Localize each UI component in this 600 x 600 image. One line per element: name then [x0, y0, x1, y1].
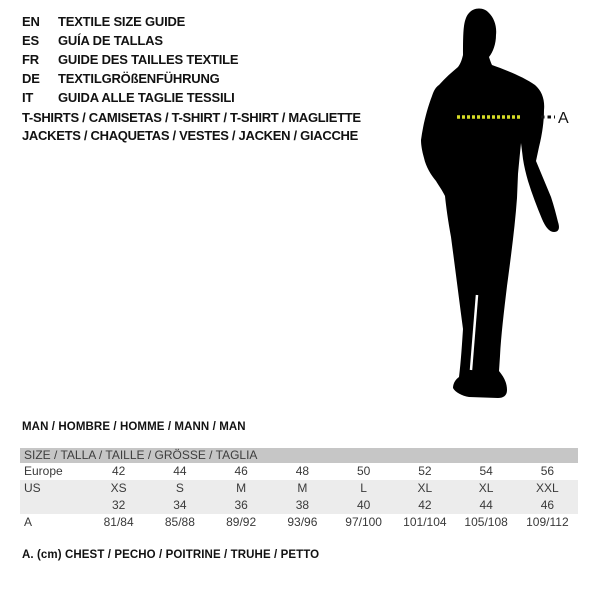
table-cell: S [175, 481, 184, 495]
size-table [20, 448, 578, 531]
table-cell: 101/104 [403, 515, 447, 529]
man-silhouette-shape [421, 9, 559, 399]
list-item [22, 50, 238, 69]
table-cell: 97/100 [345, 515, 382, 529]
table-cell: XXL [536, 481, 559, 495]
row-label: US [24, 481, 41, 495]
table-cell: 48 [295, 464, 310, 478]
language-title: TEXTILE SIZE GUIDE [58, 14, 186, 29]
table-row [20, 514, 578, 531]
table-cell: XL [478, 481, 494, 495]
table-cell: 81/84 [103, 515, 134, 529]
table-cell: 44 [479, 498, 493, 512]
language-title: GUÍA DE TALLAS [58, 33, 163, 48]
list-item [22, 69, 238, 88]
table-cell: 46 [540, 498, 555, 512]
table-row [20, 497, 578, 514]
table-cell: XS [110, 481, 127, 495]
language-code: EN [22, 14, 40, 29]
table-cell: 54 [479, 464, 493, 478]
table-cell: 42 [111, 464, 126, 478]
language-code: IT [22, 90, 34, 105]
table-header: SIZE / TALLA / TAILLE / GRÖSSE / TAGLIA [20, 448, 578, 463]
measure-label-a: A [558, 110, 569, 127]
language-title: TEXTILGRÖßENFÜHRUNG [58, 71, 220, 86]
language-list [22, 12, 238, 107]
list-item [22, 12, 238, 31]
row-label: Europe [24, 464, 63, 478]
table-cell: 44 [173, 464, 187, 478]
table-cell: 105/108 [464, 515, 508, 529]
row-label: A [24, 515, 33, 529]
table-cell: 50 [356, 464, 371, 478]
man-silhouette-figure [390, 0, 580, 410]
table-cell: 93/96 [287, 515, 318, 529]
language-code: FR [22, 52, 39, 67]
footnote-chest-measure: A. (cm) CHEST / PECHO / POITRINE / TRUHE / PETTO [22, 549, 320, 561]
table-cell: XL [417, 481, 433, 495]
table-row [20, 480, 578, 497]
table-cell: 38 [295, 498, 310, 512]
table-cell: 109/112 [526, 515, 569, 529]
table-cell: M [297, 481, 308, 495]
table-cell: 89/92 [226, 515, 257, 529]
table-row [20, 463, 578, 480]
table-cell: 52 [418, 464, 432, 478]
section-heading-man: MAN / HOMBRE / HOMME / MANN / MAN [22, 421, 246, 433]
table-cell: 36 [234, 498, 248, 512]
row-label [20, 497, 88, 514]
language-code: DE [22, 71, 40, 86]
table-cell: 46 [234, 464, 248, 478]
category-line-jackets: JACKETS / CHAQUETAS / VESTES / JACKEN / GIACCHE [22, 128, 358, 143]
table-cell: M [236, 481, 247, 495]
table-cell: L [360, 481, 367, 495]
garment-categories [22, 109, 361, 145]
list-item [22, 88, 238, 107]
list-item [22, 31, 238, 50]
table-cell: 40 [356, 498, 371, 512]
language-code: ES [22, 33, 39, 48]
category-line-tshirts: T-SHIRTS / CAMISETAS / T-SHIRT / T-SHIRT / MAGLIETTE [22, 110, 361, 125]
table-cell: 42 [418, 498, 432, 512]
table-cell: 56 [540, 464, 555, 478]
language-title: GUIDA ALLE TAGLIE TESSILI [58, 90, 235, 105]
table-cell: 85/88 [164, 515, 195, 529]
table-cell: 32 [111, 498, 126, 512]
table-cell: 34 [173, 498, 187, 512]
language-title: GUIDE DES TAILLES TEXTILE [58, 52, 239, 67]
